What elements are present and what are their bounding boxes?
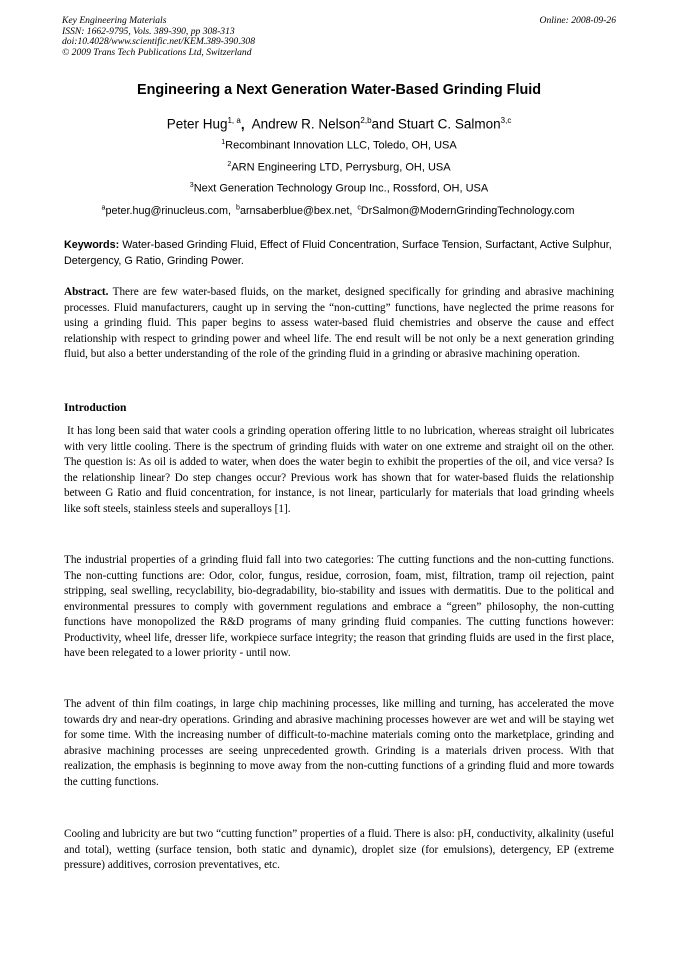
affiliation-superscript: 1 bbox=[221, 139, 226, 146]
doi-line: doi:10.4028/www.scientific.net/KEM.389-390.308 bbox=[62, 36, 256, 48]
body-paragraph: The industrial properties of a grinding fluid fall into two categories: The cutting functions and the non-cutting functions. The non-cutting functions are: Odor, color, fungus, residue, corrosion, foam, mist, filtration, tramp oil rejection, paint stripping, seal swelling, recyclability, bio-degradability, bio-stability and issues with dermatitis. Due to the political and environmental pressures to comply with government regulations and embrace a “green” philosophy, the non-cutting functions have monopolized the R&D programs of many grinding fluid companies. The cutting functions however: Productivity, wheel life, dresser life, workpiece surface integrity; the reason that grinding fluids are used in the first place, have been relegated to a lower priority - until now. bbox=[64, 554, 614, 659]
copyright-line: © 2009 Trans Tech Publications Ltd, Switzerland bbox=[62, 46, 252, 58]
email-address: arnsaberblue@bex.net, bbox=[239, 204, 353, 217]
author-separator: , bbox=[240, 116, 245, 132]
body-paragraph: Cooling and lubricity are but two “cutting function” properties of a fluid. There is also: pH, conductivity, alkalinity (useful and total), wetting (surface tension, both static and dynamic), droplet size (for emulsions), detergency, EP (extreme pressure) additives, corrosion preventatives, etc. bbox=[64, 828, 614, 871]
body-paragraph: The advent of thin film coatings, in large chip machining processes, like milling and turning, has accelerated the move towards dry and near-dry operations. Grinding and abrasive machining processes however are wet and will be staying wet for some time. With the increasing number of difficult-to-machine materials coming onto the marketplace, grinding and abrasive machining processes are seeing unprecedented growth. Grinding is a materials driven process. With that realization, the emphasis is beginning to move away from the non-cutting functions of a grinding fluid and more towards the cutting functions. bbox=[64, 698, 614, 788]
section-heading: Introduction bbox=[64, 402, 127, 414]
author-name: Stuart C. Salmon bbox=[397, 116, 501, 132]
author-superscript: 3,c bbox=[500, 116, 512, 125]
journal-name: Key Engineering Materials bbox=[62, 15, 167, 26]
email-superscript: b bbox=[236, 204, 240, 211]
keywords-section bbox=[64, 238, 614, 269]
affiliation bbox=[0, 182, 678, 195]
abstract-text: There are few water-based fluids, on the market, designed specifically for grinding and abrasive machining processes. Fluid manufacturers, caught up in serving the “non-cutting” functions, have neglected the prime reasons for using a grinding fluid. This paper begins to assess water-based fluid chemistries and observe the cause and effect relationship with respect to grinding power and wheel life. The end result will be not only be a next generation grinding fluid, but also a better understanding of the role of the grinding fluid in a grinding or abrasive machining operation. bbox=[64, 286, 614, 360]
keywords-text: Water-based Grinding Fluid, Effect of Fluid Concentration, Surface Tension, Surfactant, Active Sulphur, Detergency, G Ratio, Grinding Power. bbox=[64, 239, 612, 267]
email-superscript: a bbox=[101, 204, 106, 211]
online-date: Online: 2008-09-26 bbox=[539, 15, 616, 26]
author-name: Andrew R. Nelson bbox=[251, 116, 361, 132]
email-address: peter.hug@rinucleus.com, bbox=[105, 204, 232, 217]
affiliation bbox=[0, 161, 678, 174]
author-name: Peter Hug bbox=[166, 116, 228, 132]
abstract-paragraph bbox=[64, 285, 614, 363]
affiliation bbox=[0, 139, 678, 152]
paper-title: Engineering a Next Generation Water-Based Grinding Fluid bbox=[136, 82, 542, 98]
affiliation-superscript: 2 bbox=[227, 161, 232, 168]
author-connector: and bbox=[371, 116, 395, 132]
email-entry[interactable] bbox=[357, 205, 574, 217]
affiliation-text: Recombinant Innovation LLC, Toledo, OH, USA bbox=[225, 139, 457, 152]
affiliation-superscript: 3 bbox=[189, 182, 194, 189]
affiliation-text: Next Generation Technology Group Inc., Rossford, OH, USA bbox=[193, 182, 489, 195]
author-superscript: 2,b bbox=[360, 116, 372, 125]
email-list bbox=[0, 204, 678, 217]
body-paragraph: It has long been said that water cools a grinding operation offering little to no lubrication, whereas straight oil lubricates with very little cooling. There is the spectrum of grinding fluids with water on one extreme and straight oil on the other. The question is: As oil is added to water, when does the water begin to exhibit the properties of the oil, and vice versa? Is the relationship linear? Do step changes occur? Previous work has shown that for water-based fluids the relationship between G Ratio and fluid concentration, for instance, is not linear, particularly for materials that load grinding wheels like soft steels, stainless steels and superalloys [1]. bbox=[64, 425, 614, 515]
abstract-label: Abstract. bbox=[64, 286, 109, 298]
email-address: DrSalmon@ModernGrindingTechnology.com bbox=[360, 204, 575, 217]
keywords-label: Keywords: bbox=[64, 239, 120, 251]
author-superscript: 1, a bbox=[227, 116, 241, 125]
journal-header bbox=[62, 16, 255, 58]
email-entry[interactable] bbox=[236, 205, 352, 217]
issn-line: ISSN: 1662-9795, Vols. 389-390, pp 308-313 bbox=[62, 25, 235, 37]
affiliation-text: ARN Engineering LTD, Perrysburg, OH, USA bbox=[231, 161, 451, 174]
email-superscript: c bbox=[357, 204, 361, 211]
email-entry[interactable] bbox=[102, 205, 232, 217]
author-list bbox=[0, 116, 678, 132]
